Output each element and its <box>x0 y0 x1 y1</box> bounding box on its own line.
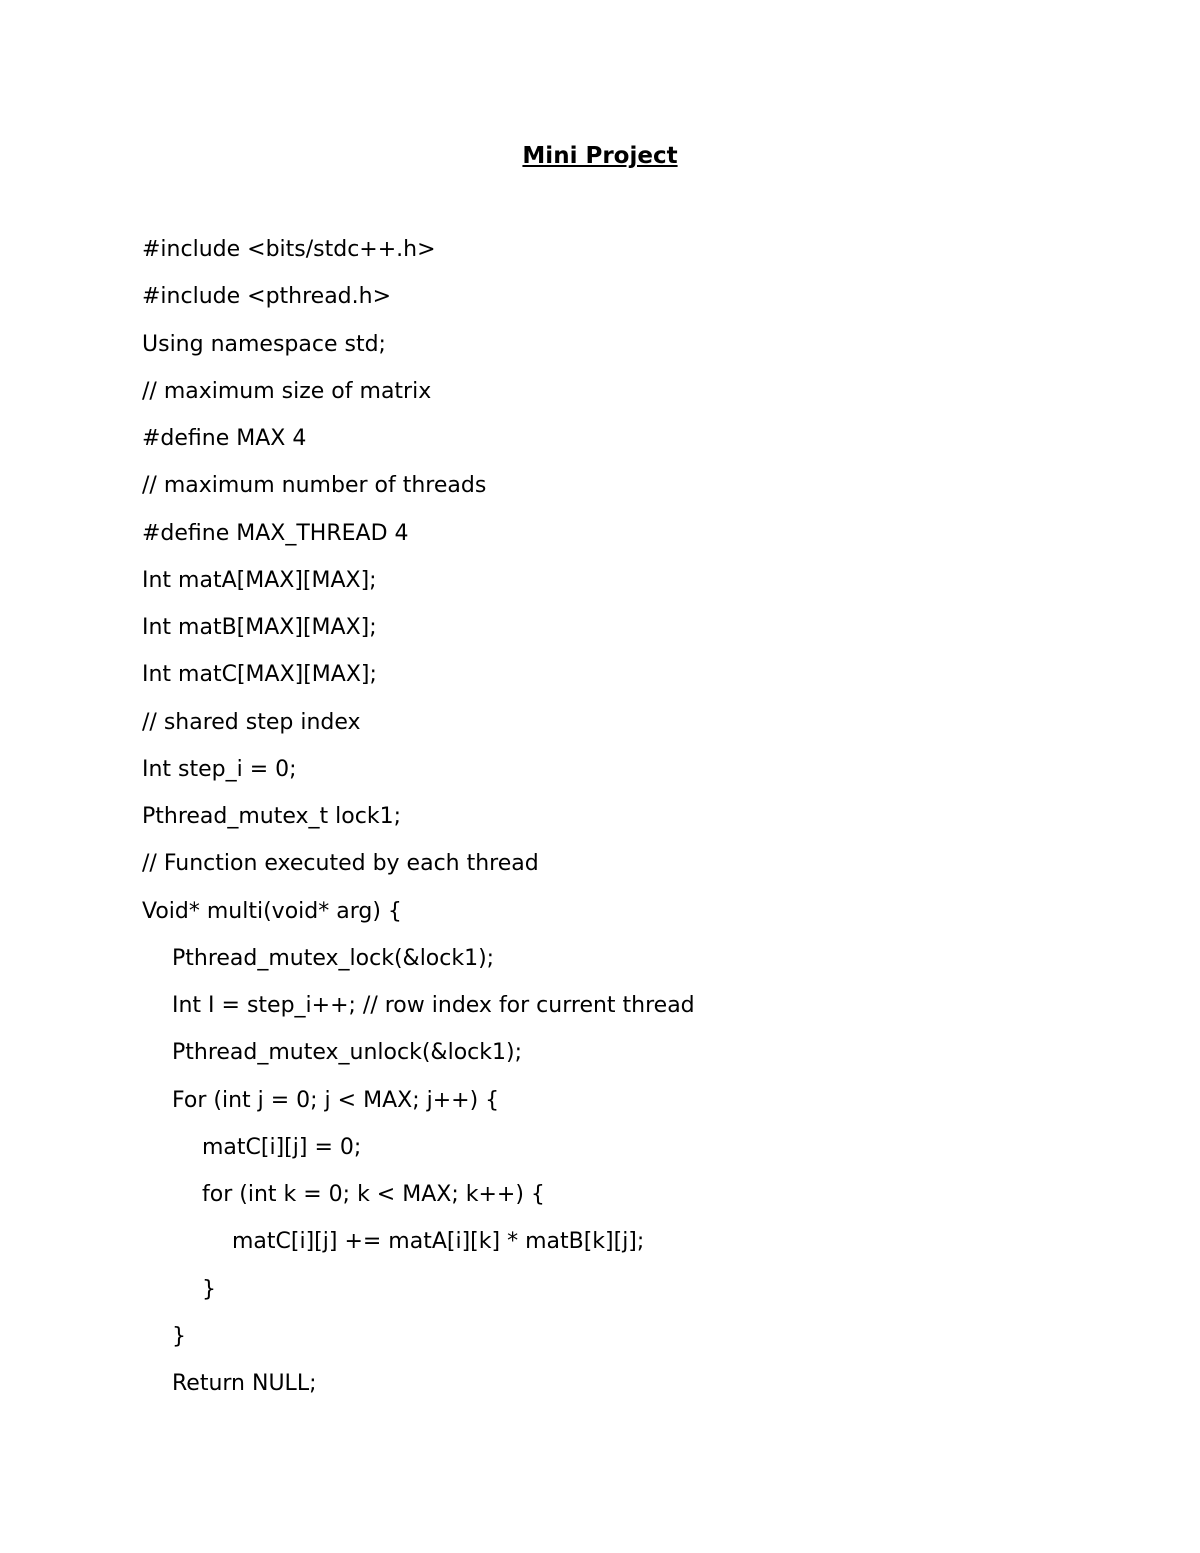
code-line: for (int k = 0; k < MAX; k++) { <box>202 1182 545 1207</box>
code-line: Int I = step_i++; // row index for current thread <box>172 993 695 1018</box>
code-line: // maximum size of matrix <box>142 378 432 404</box>
code-line: matC[i][j] = 0; <box>202 1134 362 1160</box>
code-line: Pthread_mutex_t lock1; <box>142 804 401 829</box>
code-line: matC[i][j] += matA[i][k] * matB[k][j]; <box>232 1229 645 1255</box>
code-line: Using namespace std; <box>142 331 386 357</box>
code-line: // shared step index <box>142 709 361 735</box>
code-line: } <box>202 1276 216 1302</box>
code-line: // Function executed by each thread <box>142 851 539 877</box>
code-line: Void* multi(void* arg) { <box>142 898 402 924</box>
code-line: } <box>172 1323 186 1349</box>
code-line: Pthread_mutex_unlock(&lock1); <box>172 1040 522 1066</box>
code-line: #include <bits/stdc++.h> <box>142 237 436 262</box>
code-line: // maximum number of threads <box>142 473 487 499</box>
code-line: Pthread_mutex_lock(&lock1); <box>172 945 495 971</box>
code-line: #define MAX 4 <box>142 426 307 451</box>
code-line: Int step_i = 0; <box>142 756 297 782</box>
code-line: Int matA[MAX][MAX]; <box>142 567 377 593</box>
code-line: #include <pthread.h> <box>142 284 392 310</box>
code-line: Int matC[MAX][MAX]; <box>142 662 377 688</box>
code-line: For (int j = 0; j < MAX; j++) { <box>172 1087 500 1113</box>
code-line: #define MAX_THREAD 4 <box>142 520 409 546</box>
code-block <box>142 234 695 1415</box>
code-line: Return NULL; <box>172 1371 317 1396</box>
document-title: Mini Project <box>522 143 678 169</box>
code-line: Int matB[MAX][MAX]; <box>142 615 377 640</box>
